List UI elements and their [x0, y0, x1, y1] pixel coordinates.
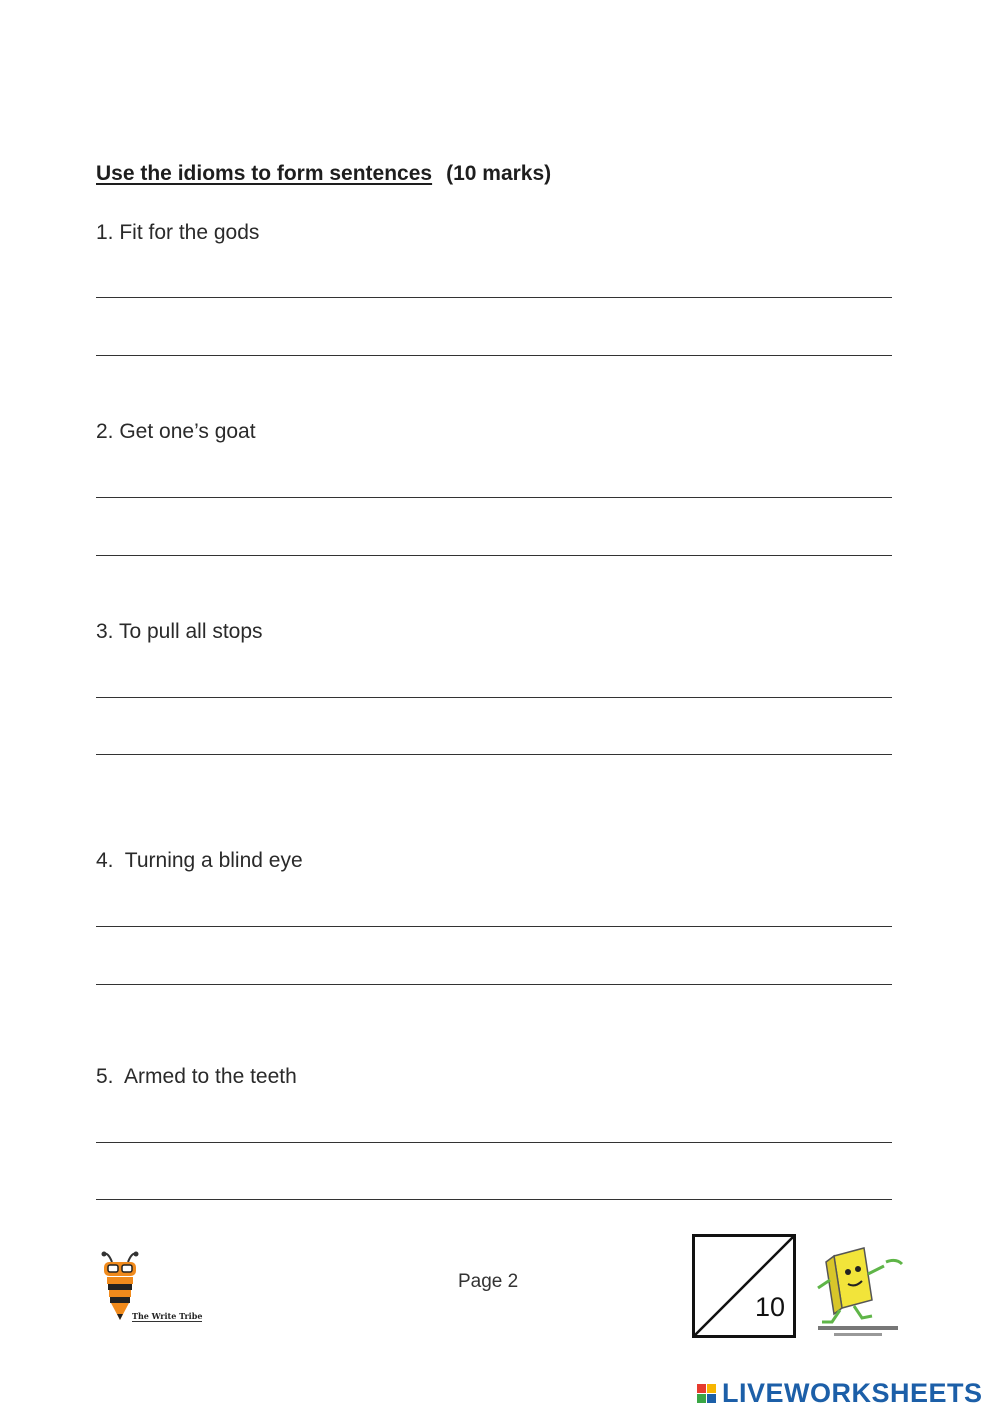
answer-line-5b[interactable]	[96, 1199, 892, 1200]
answer-line-2b[interactable]	[96, 555, 892, 556]
answer-line-1b[interactable]	[96, 355, 892, 356]
write-tribe-logo-text: The Write Tribe	[132, 1311, 203, 1321]
running-book-logo	[812, 1244, 904, 1342]
score-box	[692, 1234, 796, 1338]
page-number: Page 2	[458, 1271, 519, 1292]
score-total: 10	[754, 1292, 785, 1322]
liveworksheets-watermark	[697, 1376, 983, 1410]
answer-line-3a[interactable]	[96, 697, 892, 698]
answer-line-4a[interactable]	[96, 926, 892, 927]
answer-line-4b[interactable]	[96, 984, 892, 985]
heading-title: Use the idioms to form sentences	[96, 162, 433, 185]
question-3-label: 3. To pull all stops	[96, 620, 263, 643]
question-4-label: 4. Turning a blind eye	[96, 849, 303, 872]
liveworksheets-squares-icon	[697, 1384, 716, 1403]
question-1-label: 1. Fit for the gods	[96, 221, 260, 244]
answer-line-5a[interactable]	[96, 1142, 892, 1143]
liveworksheets-text: LIVEWORKSHEETS	[722, 1377, 983, 1408]
answer-line-3b[interactable]	[96, 754, 892, 755]
worksheet-heading	[96, 162, 551, 186]
question-5-label: 5. Armed to the teeth	[96, 1065, 297, 1088]
question-2-label: 2. Get one’s goat	[96, 420, 256, 443]
answer-line-1a[interactable]	[96, 297, 892, 298]
answer-line-2a[interactable]	[96, 497, 892, 498]
heading-marks: (10 marks)	[446, 162, 552, 185]
